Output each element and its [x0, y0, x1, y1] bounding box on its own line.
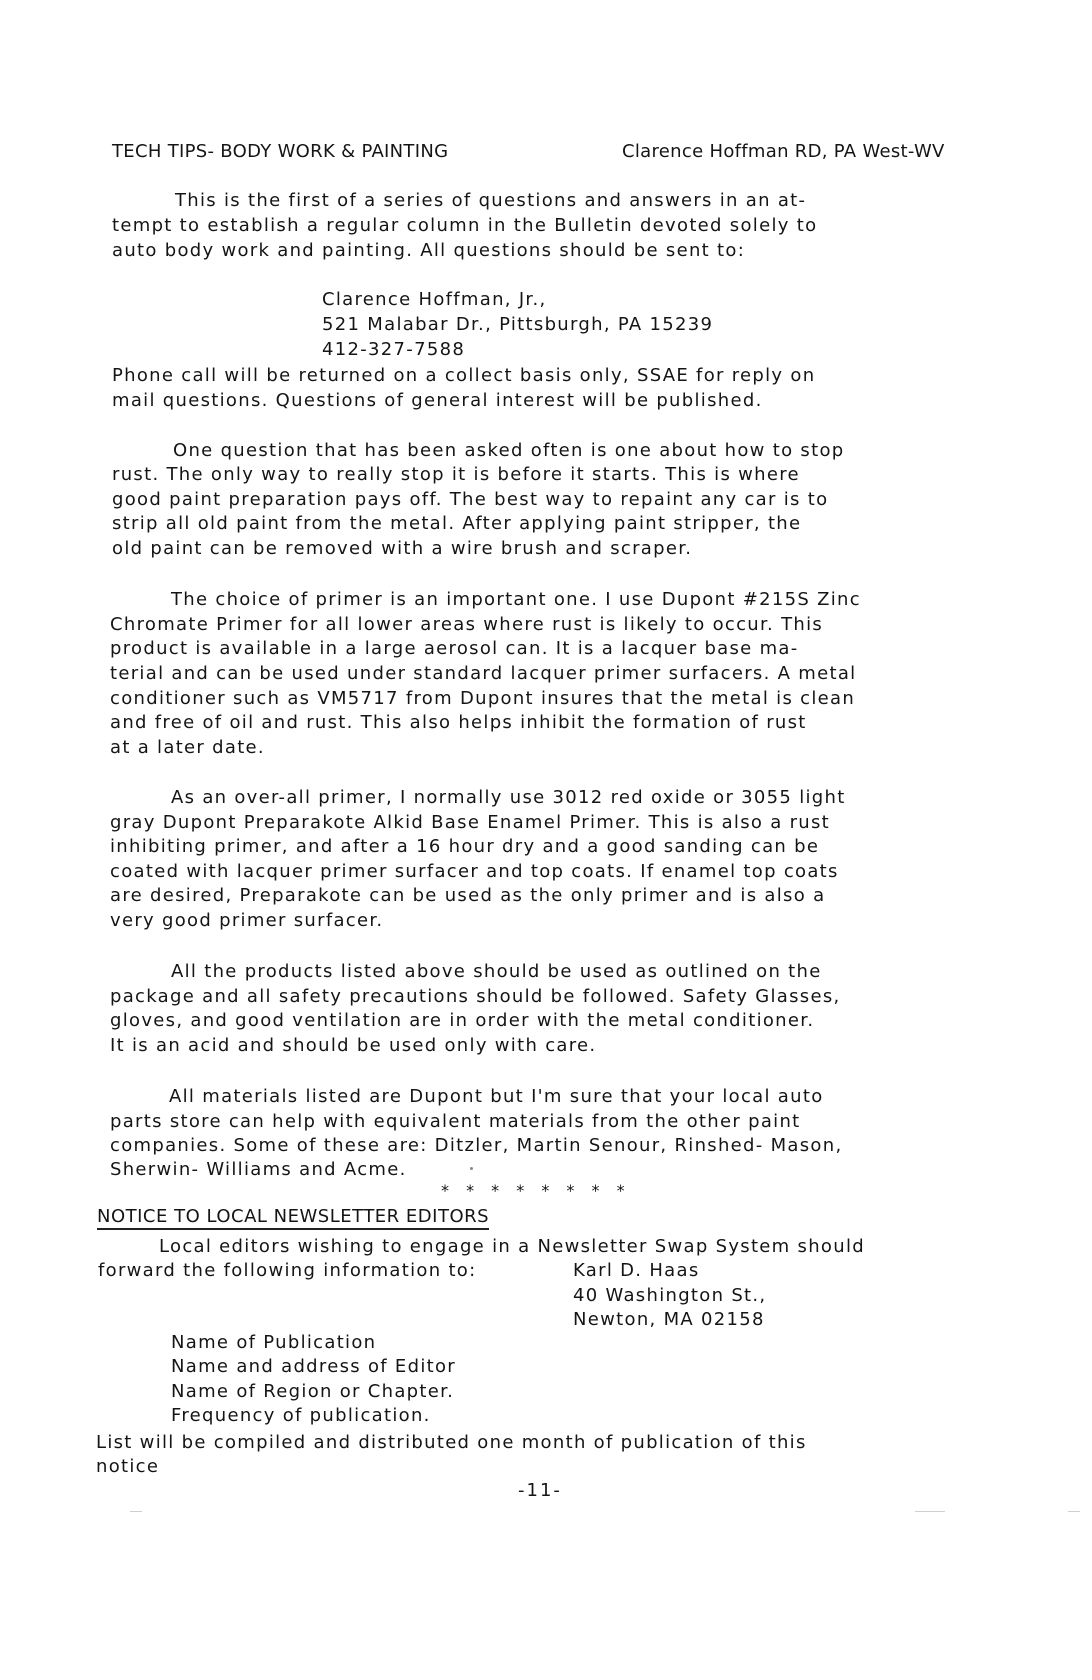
text-line: As an over-all primer, I normally use 3012 red oxide or 3055 light: [171, 787, 846, 808]
text-line: at a later date.: [110, 737, 265, 758]
text-line: It is an acid and should be used only with care.: [110, 1035, 597, 1056]
page-header: [0, 141, 1092, 165]
list-item: Name of Region or Chapter.: [171, 1381, 455, 1402]
text-line: mail questions. Questions of general interest will be published.: [112, 390, 763, 411]
contact-name: Clarence Hoffman, Jr.,: [322, 289, 547, 310]
text-line: tempt to establish a regular column in the Bulletin devoted solely to: [112, 215, 818, 236]
address-city: Newton, MA 02158: [573, 1309, 765, 1330]
text-line: are desired, Preparakote can be used as the only primer and is also a: [110, 885, 826, 906]
text-line: All the products listed above should be used as outlined on the: [171, 961, 822, 982]
scan-mark: [130, 1511, 142, 1512]
text-line: gray Dupont Preparakote Alkid Base Enamel Primer. This is also a rust: [110, 812, 831, 833]
text-line: package and all safety precautions should be followed. Safety Glasses,: [110, 986, 841, 1007]
author-byline: Clarence Hoffman RD, PA West-WV: [622, 141, 945, 162]
text-line: This is the first of a series of questions and answers in an at-: [175, 190, 807, 211]
text-line: The choice of primer is an important one. I use Dupont #215S Zinc: [171, 589, 861, 610]
list-item: Frequency of publication.: [171, 1405, 431, 1426]
scan-mark: [915, 1511, 945, 1512]
text-line: product is available in a large aerosol can. It is a lacquer base ma-: [110, 638, 799, 659]
notice-heading: NOTICE TO LOCAL NEWSLETTER EDITORS: [97, 1206, 489, 1230]
contact-phone: 412-327-7588: [322, 339, 466, 360]
print-speck: [470, 1167, 473, 1170]
text-line: old paint can be removed with a wire brush and scraper.: [112, 538, 693, 559]
text-line: inhibiting primer, and after a 16 hour dry and a good sanding can be: [110, 836, 820, 857]
contact-street: 521 Malabar Dr., Pittsburgh, PA 15239: [322, 314, 714, 335]
scan-mark: [1068, 1511, 1080, 1512]
text-line: very good primer surfacer.: [110, 910, 384, 931]
text-line: One question that has been asked often is one about how to stop: [173, 440, 845, 461]
text-line: parts store can help with equivalent materials from the other paint: [110, 1111, 801, 1132]
list-item: Name of Publication: [171, 1332, 377, 1353]
column-title: TECH TIPS- BODY WORK & PAINTING: [112, 141, 449, 162]
text-line: gloves, and good ventilation are in order with the metal conditioner.: [110, 1010, 815, 1031]
text-line: strip all old paint from the metal. After applying paint stripper, the: [112, 513, 802, 534]
text-line: forward the following information to:: [98, 1260, 477, 1281]
text-line: and free of oil and rust. This also helps inhibit the formation of rust: [110, 712, 807, 733]
text-line: All materials listed are Dupont but I'm sure that your local auto: [169, 1086, 824, 1107]
text-line: coated with lacquer primer surfacer and top coats. If enamel top coats: [110, 861, 839, 882]
address-street: 40 Washington St.,: [573, 1285, 767, 1306]
text-line: List will be compiled and distributed one month of publication of this: [96, 1432, 807, 1453]
text-line: Phone call will be returned on a collect basis only, SSAE for reply on: [112, 365, 816, 386]
text-line: terial and can be used under standard lacquer primer surfacers. A metal: [110, 663, 857, 684]
text-line: Chromate Primer for all lower areas where rust is likely to occur. This: [110, 614, 824, 635]
text-line: auto body work and painting. All questions should be sent to:: [112, 240, 746, 261]
text-line: notice: [96, 1456, 160, 1477]
section-separator: * * * * * * * *: [441, 1181, 631, 1200]
list-item: Name and address of Editor: [171, 1356, 456, 1377]
text-line: conditioner such as VM5717 from Dupont insures that the metal is clean: [110, 688, 856, 709]
text-line: good paint preparation pays off. The best way to repaint any car is to: [112, 489, 829, 510]
address-name: Karl D. Haas: [573, 1260, 700, 1281]
text-line: Sherwin- Williams and Acme.: [110, 1159, 407, 1180]
text-line: Local editors wishing to engage in a Newsletter Swap System should: [159, 1236, 865, 1257]
page-number: -11-: [518, 1480, 562, 1501]
text-line: companies. Some of these are: Ditzler, Martin Senour, Rinshed- Mason,: [110, 1135, 843, 1156]
text-line: rust. The only way to really stop it is before it starts. This is where: [112, 464, 800, 485]
